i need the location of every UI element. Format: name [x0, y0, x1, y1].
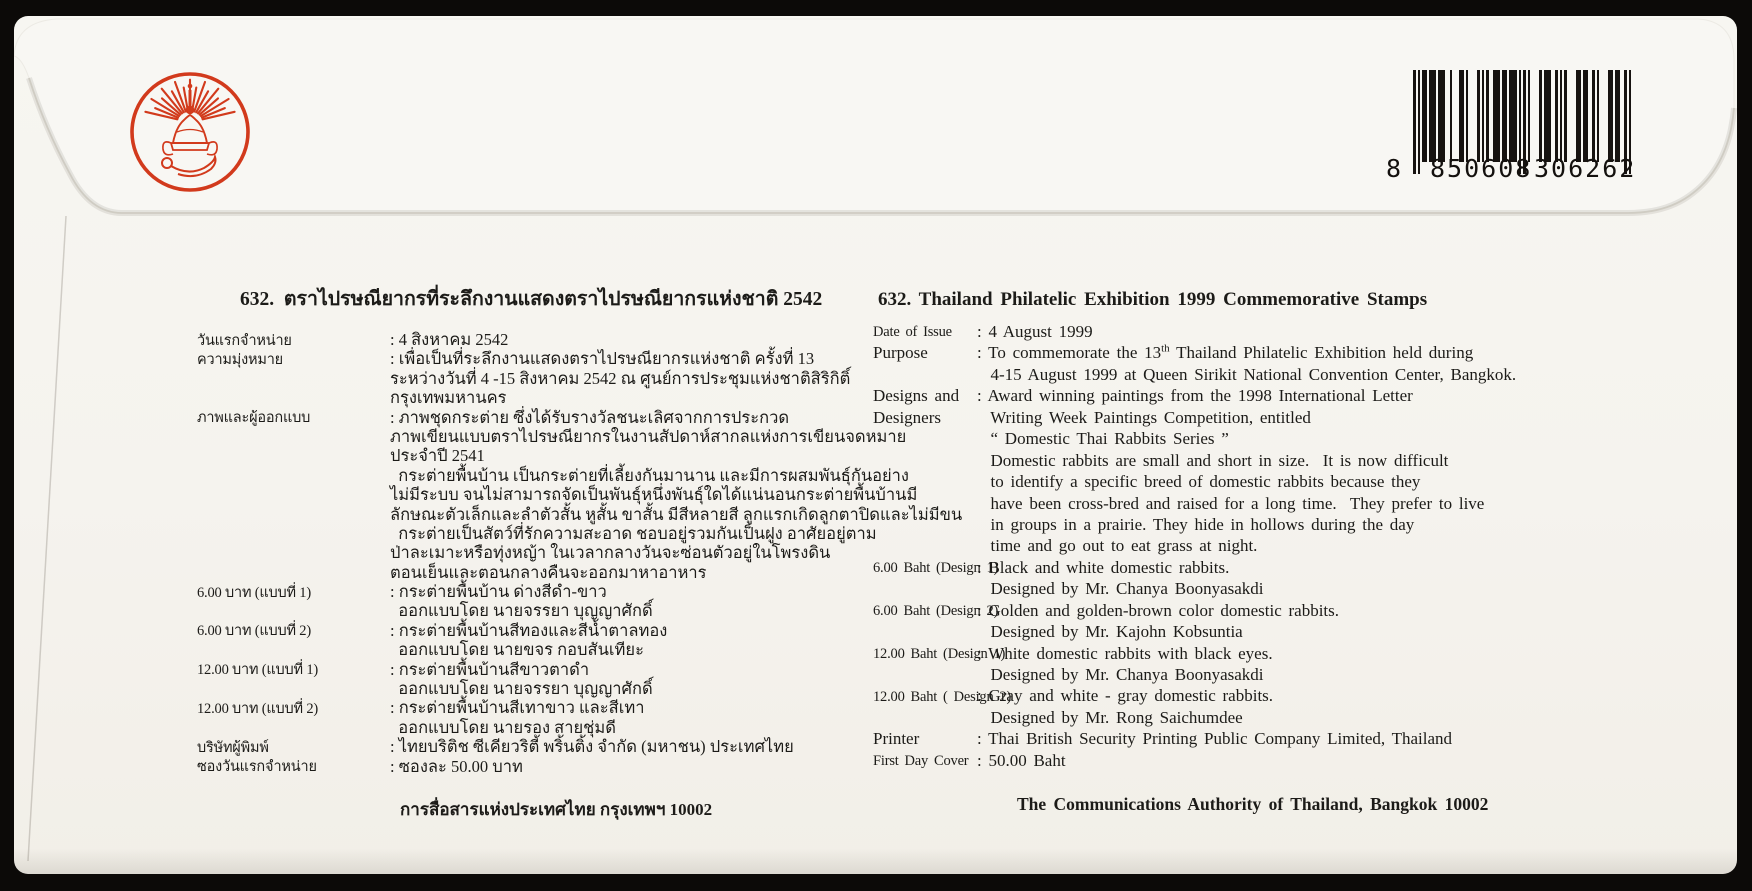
row-label	[873, 494, 977, 515]
row-value: กระต่ายพื้นบ้าน เป็นกระต่ายที่เลี้ยงกันมานาน และมีการผสมพันธุ์กันอย่าง	[390, 465, 909, 485]
info-row	[197, 618, 797, 640]
row-label: Printer	[873, 729, 920, 749]
thai-title: 632. ตราไปรษณียากรที่ระลึกงานแสดงตราไปรษณียากรแห่งชาติ 2542	[240, 289, 823, 310]
row-label	[873, 579, 977, 600]
barcode-bar	[1528, 70, 1531, 162]
row-label: ซองวันแรกจำหน่าย	[197, 759, 317, 776]
barcode-bar	[1477, 70, 1480, 162]
row-value: 4-15 August 1999 at Queen Sirikit National Convention Center, Bangkok.	[977, 364, 1517, 384]
barcode-bar	[1443, 70, 1446, 162]
barcode-digits-left-group: 850608	[1430, 154, 1533, 183]
info-row	[873, 494, 1553, 515]
info-row	[197, 754, 797, 776]
row-value: Domestic rabbits are small and short in size. It is now difficult	[977, 450, 1449, 470]
row-value: : Black and white domestic rabbits.	[977, 557, 1230, 577]
barcode-bar	[1434, 70, 1437, 162]
info-row	[873, 472, 1553, 493]
emblem-flame	[188, 84, 193, 89]
barcode-digits-right-group: 306262	[1534, 154, 1637, 183]
row-label: 6.00 Baht (Design 2)	[873, 602, 999, 619]
row-label	[873, 515, 977, 536]
row-value: : Thai British Security Printing Public Company Limited, Thailand	[977, 729, 1453, 749]
info-row	[873, 558, 1553, 579]
row-label	[873, 451, 977, 472]
barcode-bar	[1505, 70, 1508, 162]
row-value: Writing Week Paintings Competition, entitled	[977, 407, 1311, 427]
info-row	[197, 482, 918, 505]
info-row	[873, 686, 1553, 707]
barcode-bar	[1617, 70, 1620, 162]
row-label: 12.00 บาท (แบบที่ 1)	[197, 662, 319, 679]
row-label	[873, 708, 977, 729]
row-label: วันแรกจำหน่าย	[197, 332, 292, 349]
info-row	[873, 601, 1553, 622]
row-label: 12.00 Baht (Design 1)	[873, 645, 1006, 662]
row-value: : ภาพชุดกระต่าย ซึ่งได้รับรางวัลชนะเลิศจากการประกวด	[390, 407, 790, 427]
info-row	[197, 463, 909, 485]
info-row	[197, 695, 797, 718]
barcode-bar	[1555, 70, 1558, 162]
barcode-bar	[1418, 70, 1421, 174]
info-row	[873, 579, 1553, 600]
row-label	[873, 665, 977, 686]
row-value: ระหว่างวันที่ 4 -15 สิงหาคม 2542 ณ ศูนย์การประชุมแห่งชาติสิริกิติ์	[390, 368, 851, 388]
info-row	[197, 540, 831, 563]
row-value: กรุงเทพมหานคร	[390, 388, 507, 408]
row-value: time and go out to eat grass at night.	[977, 536, 1258, 556]
info-row	[873, 386, 1553, 407]
english-info-column	[873, 322, 1553, 772]
barcode-bar	[1482, 70, 1485, 162]
row-value: in groups in a prairie. They hide in hollows during the day	[977, 514, 1415, 534]
row-value: ลักษณะตัวเล็กและลำตัวสั้น หูสั้น ขาสั้น มีสีหลายสี ลูกแรกเกิดลูกตาปิดและไม่มีขน	[390, 504, 963, 524]
info-row	[873, 622, 1553, 643]
info-row	[197, 579, 797, 602]
info-row	[873, 322, 1553, 343]
barcode-bar	[1498, 70, 1501, 162]
row-value: ไม่มีระบบ จนไม่สามารถจัดเป็นพันธุ์หนึ่งพันธุ์ใดได้แน่นอนกระต่ายพื้นบ้านมี	[390, 485, 918, 505]
info-row	[873, 515, 1553, 536]
emblem-horn-bell	[162, 158, 172, 168]
row-value: ออกแบบโดย นายจรรยา บุญญาศักดิ์	[390, 679, 653, 699]
row-label: 6.00 Baht (Design 1)	[873, 560, 999, 577]
emblem-crown-base	[171, 143, 209, 150]
superscript: th	[1161, 342, 1170, 355]
info-row	[873, 729, 1553, 750]
row-label: 12.00 Baht ( Design 2)	[873, 688, 1012, 705]
barcode-bar	[1424, 70, 1427, 162]
row-label: ความมุ่งหมาย	[197, 351, 283, 368]
info-row	[873, 429, 1553, 450]
barcode-bar	[1592, 70, 1595, 162]
row-label	[873, 536, 977, 557]
info-row	[197, 424, 907, 446]
row-value: ออกแบบโดย นายจรรยา บุญญาศักดิ์	[390, 601, 653, 621]
barcode-bar	[1514, 70, 1517, 162]
row-value: Designed by Mr. Chanya Boonyasakdi	[977, 665, 1264, 684]
row-label: บริษัทผู้พิมพ์	[197, 739, 269, 756]
cat-emblem-logo	[126, 66, 254, 198]
row-value: “ Domestic Thai Rabbits Series ”	[977, 429, 1229, 449]
barcode-bar	[1466, 70, 1469, 162]
row-label: 12.00 บาท (แบบที่ 2)	[197, 700, 319, 717]
barcode-bar	[1450, 70, 1453, 162]
row-value: : 50.00 Baht	[977, 750, 1066, 770]
info-row	[197, 443, 797, 466]
barcode-bar	[1578, 70, 1581, 162]
row-value: : 4 สิงหาคม 2542	[390, 330, 509, 349]
barcode-digit-lead: 8	[1386, 154, 1404, 183]
barcode-bar	[1413, 70, 1416, 174]
row-value: : Golden and golden-brown color domestic rabbits.	[977, 600, 1340, 620]
row-label	[873, 365, 977, 386]
emblem-crown-band	[177, 130, 203, 133]
ean13-barcode	[1386, 70, 1637, 188]
english-footer: The Communications Authority of Thailand, Bangkok 10002	[1017, 794, 1489, 814]
row-value: Designed by Mr. Rong Saichumdee	[977, 707, 1243, 727]
info-row	[873, 665, 1553, 686]
row-value: Designed by Mr. Chanya Boonyasakdi	[977, 579, 1264, 599]
row-value: Designed by Mr. Kajohn Kobsuntia	[977, 622, 1243, 642]
row-value: : กระต่ายพื้นบ้านสีเทาขาว และสีเทา	[390, 698, 645, 718]
info-row	[197, 637, 797, 660]
row-value: ออกแบบโดย นายขจร กอบสันเทียะ	[390, 640, 644, 660]
info-row	[197, 385, 797, 408]
envelope-left-seam	[28, 216, 66, 861]
info-row	[873, 408, 1553, 429]
barcode-bar	[1548, 70, 1551, 162]
info-row	[197, 734, 797, 757]
barcode-bar	[1585, 70, 1588, 162]
row-label: 6.00 บาท (แบบที่ 1)	[197, 584, 311, 601]
row-value: : To commemorate the 13th Thailand Philatelic Exhibition held during	[977, 342, 1474, 363]
info-row	[197, 346, 815, 369]
row-label: 6.00 บาท (แบบที่ 2)	[197, 623, 311, 640]
row-value: : ไทยบริติช ซีเคียวริตี้ พริ้นติ้ง จำกัด (มหาชน) ประเทศไทย	[390, 737, 794, 757]
row-value: : กระต่ายพื้นบ้านสีขาวตาดำ	[390, 659, 590, 679]
row-value: กระต่ายเป็นสัตว์ที่รักความสะอาด ชอบอยู่รวมกันเป็นฝูง อาศัยอยู่ตาม	[390, 523, 877, 543]
row-value: : 4 August 1999	[977, 322, 1093, 341]
row-value: : Gray and white - gray domestic rabbits.	[977, 686, 1274, 706]
thai-footer: การสื่อสารแห่งประเทศไทย กรุงเทพฯ 10002	[400, 800, 713, 819]
row-label	[873, 472, 977, 493]
info-row	[197, 657, 797, 679]
row-value: ภาพเขียนแบบตราไปรษณียากรในงานสัปดาห์สากลแห่งการเขียนจดหมาย	[390, 426, 907, 446]
row-label: Purpose	[873, 343, 928, 363]
info-row	[197, 502, 963, 524]
info-row	[197, 676, 797, 699]
barcode-bar	[1564, 70, 1567, 162]
info-row	[873, 644, 1553, 665]
row-value: ป่าละเมาะหรือทุ่งหญ้า ในเวลากลางวันจะซ่อนตัวอยู่ในโพรงดิน	[390, 543, 831, 563]
info-row	[873, 708, 1553, 729]
barcode-bar	[1597, 70, 1600, 162]
info-row	[873, 451, 1553, 472]
barcode-bar	[1486, 70, 1489, 162]
row-value: ประจำปี 2541	[390, 446, 485, 466]
info-row	[197, 715, 797, 737]
row-label: Designs and	[873, 386, 960, 406]
info-row	[197, 598, 797, 621]
barcode-bar	[1539, 70, 1542, 162]
row-value: : กระต่ายพื้นบ้านสีทองและสีน้ำตาลทอง	[390, 620, 668, 640]
row-label: Designers	[873, 407, 941, 427]
row-label: Date of Issue	[873, 324, 952, 341]
row-value: have been cross-bred and raised for a long time. They prefer to live	[977, 493, 1485, 513]
info-row	[197, 521, 877, 543]
info-row	[197, 327, 797, 349]
row-label: ภาพและผู้ออกแบบ	[197, 410, 311, 427]
row-label	[873, 429, 977, 450]
row-value: : เพื่อเป็นที่ระลึกงานแสดงตราไปรษณียากรแห่งชาติ ครั้งที่ 13	[390, 349, 815, 369]
emblem-horn	[171, 157, 216, 176]
row-value: : กระต่ายพื้นบ้าน ด่างสีดำ-ขาว	[390, 582, 607, 602]
info-row	[197, 560, 797, 582]
row-label: First Day Cover	[873, 752, 969, 769]
barcode-bar	[1461, 70, 1464, 162]
info-row	[873, 536, 1553, 557]
row-value: : Award winning paintings from the 1998 International Letter	[977, 386, 1413, 406]
info-row	[197, 366, 851, 388]
envelope-bottom-crease	[14, 848, 1737, 874]
row-value: to identify a specific breed of domestic rabbits because they	[977, 472, 1421, 492]
row-value: : White domestic rabbits with black eyes.	[977, 643, 1273, 663]
row-value: : ซองละ 50.00 บาท	[390, 756, 523, 776]
english-title: 632. Thailand Philatelic Exhibition 1999 Commemorative Stamps	[878, 289, 1428, 310]
info-row	[873, 751, 1553, 772]
barcode-bar	[1560, 70, 1563, 162]
info-row	[873, 365, 1553, 386]
row-value: ออกแบบโดย นายรอง สายชุ่มดี	[390, 717, 616, 737]
row-value: ตอนเย็นและตอนกลางคืนจะออกมาหาอาหาร	[390, 562, 707, 582]
info-row	[873, 343, 1553, 364]
barcode-bar	[1610, 70, 1613, 162]
row-label	[873, 622, 977, 643]
info-row	[197, 405, 797, 427]
